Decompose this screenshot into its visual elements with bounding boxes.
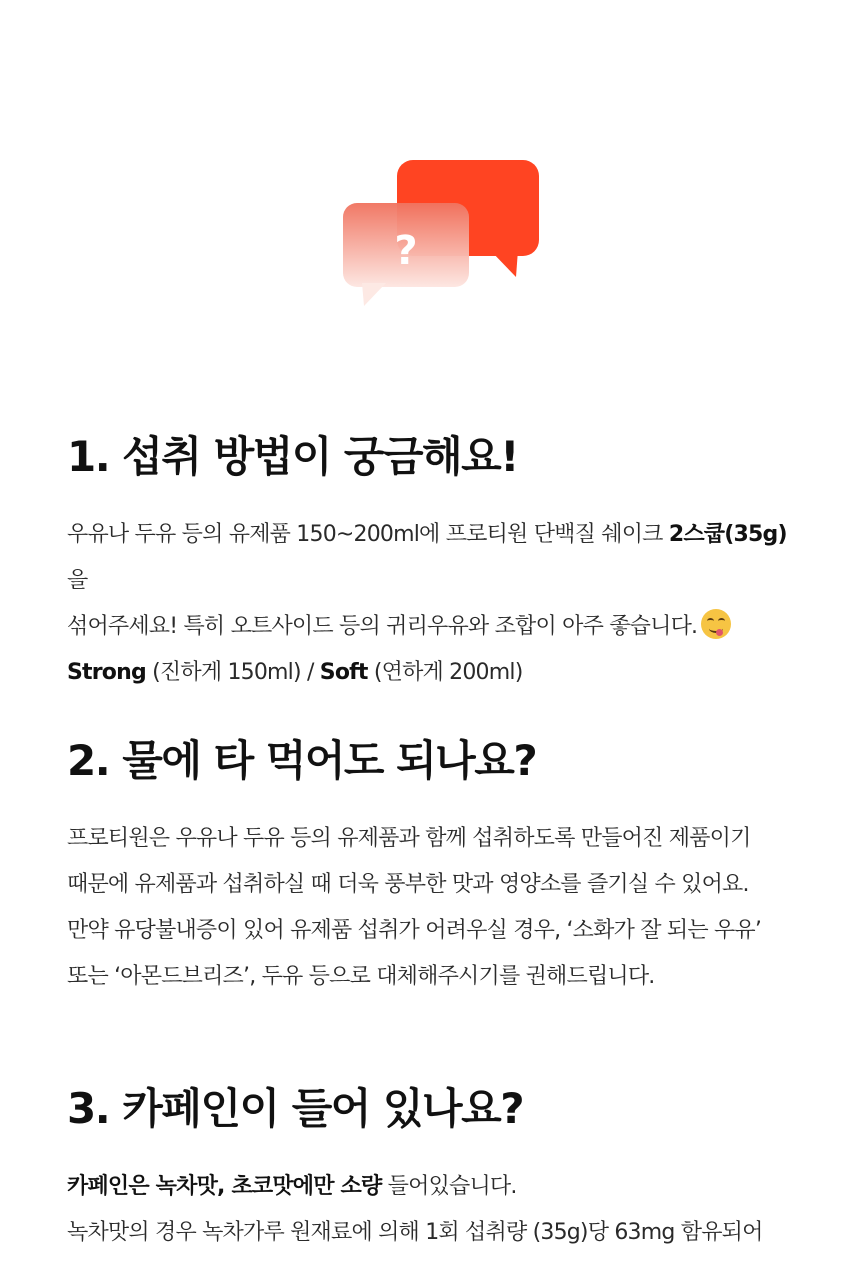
front-bubble — [343, 203, 469, 306]
body-line: 때문에 유제품과 섭취하실 때 더욱 풍부한 맛과 영양소를 즐기실 수 있어요. — [67, 872, 749, 898]
body-line: 또는 ‘아몬드브리즈’, 두유 등으로 대체해주시기를 권해드립니다. — [67, 964, 655, 990]
text-run: 섞어주세요! 특히 오트사이드 등의 귀리우유와 조합이 아주 좋습니다. — [67, 614, 698, 640]
bold-text: 카페인은 녹차맛, 초코맛에만 소량 — [67, 1174, 382, 1200]
bold-text: Soft — [319, 660, 368, 686]
smiling-face-icon — [701, 609, 731, 639]
faq-section-caffeine — [67, 1084, 807, 1256]
body-line — [67, 660, 522, 685]
body-line — [67, 1174, 517, 1199]
bold-text: Strong — [67, 660, 146, 686]
text-run: 들어있습니다. — [381, 1174, 517, 1200]
hero-banner — [0, 0, 860, 360]
section-heading: 1. 섭취 방법이 궁금해요! — [67, 432, 518, 481]
section-body — [67, 512, 807, 696]
section-body — [67, 1164, 807, 1256]
faq-section-intake — [67, 432, 807, 696]
section-heading: 3. 카페인이 들어 있나요? — [67, 1084, 524, 1133]
bold-text: 2스쿱(35g) — [668, 522, 787, 548]
body-line: 프로티원은 우유나 두유 등의 유제품과 함께 섭취하도록 만들어진 제품이기 — [67, 826, 751, 852]
question-mark: ? — [394, 228, 418, 274]
text-run: (진하게 150ml) / — [145, 660, 320, 686]
section-heading: 2. 물에 타 먹어도 되나요? — [67, 736, 537, 785]
text-run: 우유나 두유 등의 유제품 150~200ml에 프로티원 단백질 쉐이크 — [67, 522, 669, 548]
text-run: (연하게 200ml) — [367, 660, 523, 686]
text-run: 을 — [67, 568, 88, 594]
faq-section-water — [67, 736, 807, 1000]
body-line — [67, 522, 787, 593]
speech-bubbles-question-icon — [330, 150, 550, 310]
section-body — [67, 816, 807, 1000]
body-line: 만약 유당불내증이 있어 유제품 섭취가 어려우실 경우, ‘소화가 잘 되는 우유’ — [67, 918, 762, 944]
body-line — [67, 614, 731, 639]
body-line: 녹차맛의 경우 녹차가루 원재료에 의해 1회 섭취량 (35g)당 63mg 함유되어 — [67, 1220, 763, 1246]
